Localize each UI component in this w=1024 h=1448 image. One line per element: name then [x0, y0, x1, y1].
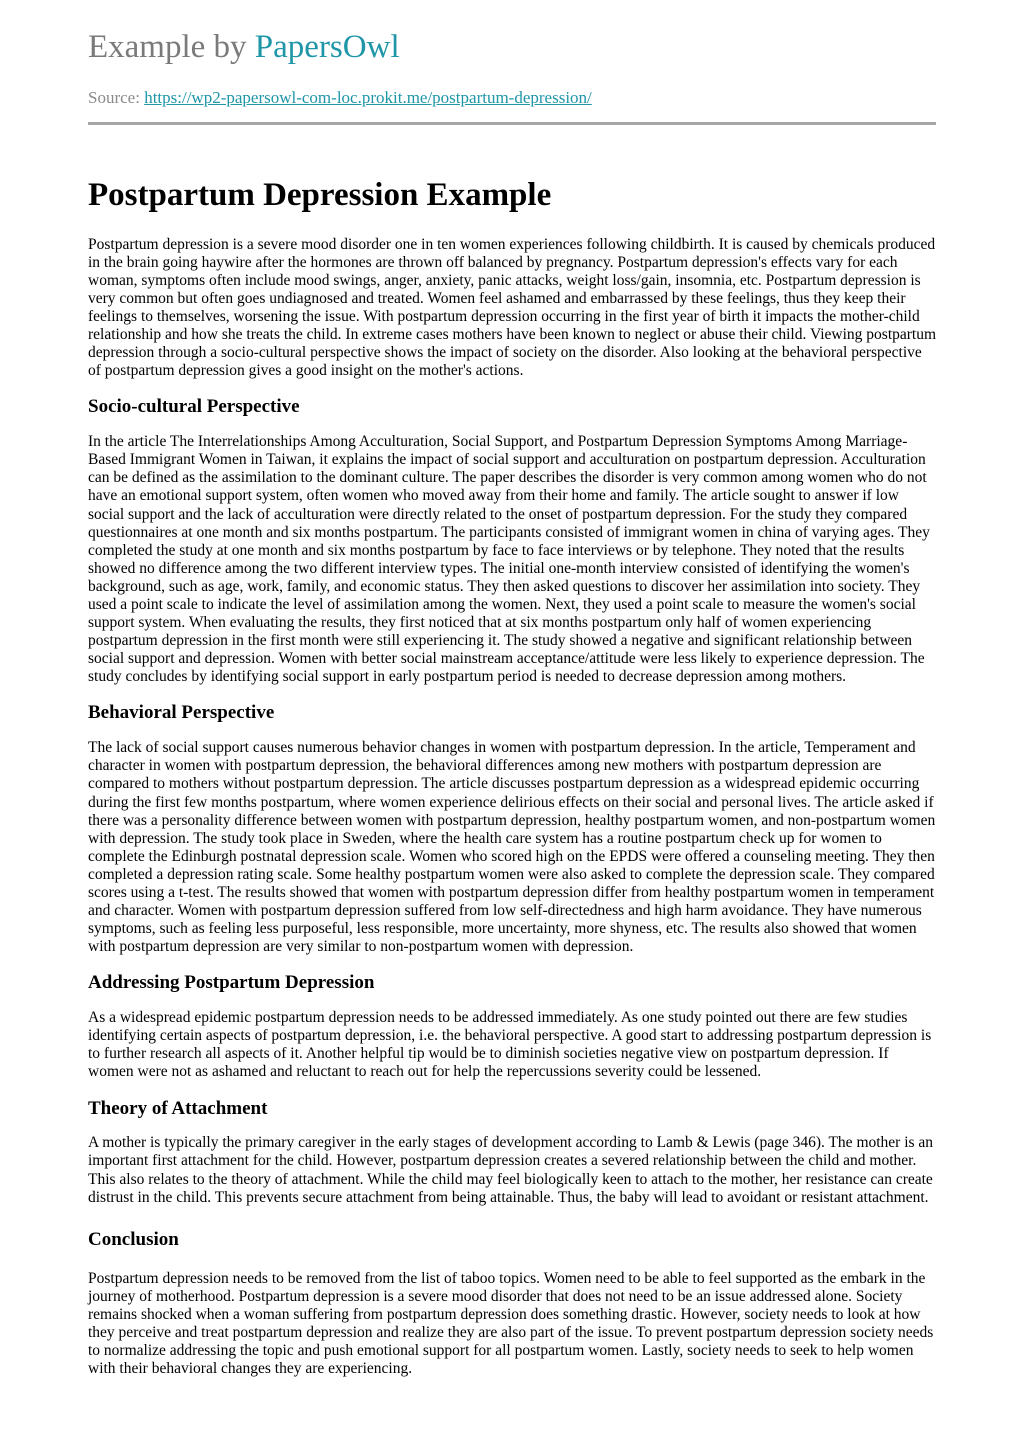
header-divider	[88, 122, 936, 125]
brand-header	[88, 28, 400, 68]
source-line	[88, 88, 592, 108]
section-heading-socio-cultural: Socio-cultural Perspective	[88, 396, 300, 418]
section-heading-addressing: Addressing Postpartum Depression	[88, 972, 375, 994]
section-body-behavioral: The lack of social support causes numerous behavior changes in women with postpartum depression. In the article, Temperament and character in women with postpartum depression, the behavioral differences among new mothers with postpartum depression are compared to mothers without postpartum depression. The article discusses postpartum depression as a widespread epidemic occurring during the first few months postpartum, where women experience delirious effects on their social and personal lives. The article asked if there was a personality difference between women with postpartum depression, healthy postpartum women, and non-postpartum women with depression. The study took place in Sweden, where the health care system has a routine postpartum check up for women to complete the Edinburgh postnatal depression scale. Women who scored high on the EPDS were offered a counseling meeting. They then completed a depression rating scale. Some healthy postpartum women were also asked to complete the depression scale. They compared scores using a t-test. The results showed that women with postpartum depression differ from healthy postpartum women in temperament and character. Women with postpartum depression suffered from low self-directedness and high harm avoidance. They have numerous symptoms, such as feeling less purposeful, less responsible, more uncertainty, more shyness, etc. The results also showed that women with postpartum depression are very similar to non-postpartum women with depression.	[88, 739, 936, 956]
article-body	[88, 176, 938, 1378]
section-heading-attachment: Theory of Attachment	[88, 1097, 268, 1119]
source-label: Source:	[88, 88, 140, 107]
section-body-addressing: As a widespread epidemic postpartum depression needs to be addressed immediately. As one study pointed out there are few studies identifying certain aspects of postpartum depression, i.e. the behavioral perspective. A good start to addressing postpartum depression is to further research all aspects of it. Another helpful tip would be to diminish societies negative view on postpartum depression. If women were not as ashamed and reluctant to reach out for help the repercussions severity could be lessened.	[88, 1009, 932, 1081]
source-link[interactable]: https://wp2-papersowl-com-loc.prokit.me/postpartum-depression/	[144, 88, 592, 107]
article-title: Postpartum Depression Example	[88, 177, 552, 213]
section-body-attachment: A mother is typically the primary caregiver in the early stages of development according to Lamb & Lewis (page 346). The mother is an important first attachment for the child. However, postpartum depression creates a severed relationship between the child and mother. This also relates to the theory of attachment. While the child may feel biologically keen to attach to the mother, her resistance can create distrust in the child. This prevents secure attachment from being attainable. Thus, the baby will lead to avoidant or resistant attachment.	[88, 1134, 934, 1206]
brand-prefix: Example by	[88, 29, 247, 65]
section-body-conclusion: Postpartum depression needs to be removed from the list of taboo topics. Women need to be able to feel supported as the embark in the journey of motherhood. Postpartum depression is a severe mood disorder that does not need to be an issue addressed alone. Society remains shocked when a woman suffering from postpartum depression does something drastic. However, society needs to look at how they perceive and treat postpartum depression and realize they are also part of the issue. To prevent postpartum depression society needs to normalize addressing the topic and push emotional support for all postpartum women. Lastly, society needs to seek to help women with their behavioral changes they are experiencing.	[88, 1269, 934, 1377]
intro-paragraph: Postpartum depression is a severe mood disorder one in ten women experiences following childbirth. It is caused by chemicals produced in the brain going haywire after the hormones are thrown off balanced by pregnancy. Postpartum depression's effects vary for each woman, symptoms often include mood swings, anger, anxiety, panic attacks, weight loss/gain, insomnia, etc. Postpartum depression is very common but often goes undiagnosed and treated. Women feel ashamed and embarrassed by these feelings, thus they keep their feelings to themselves, worsening the issue. With postpartum depression occurring in the first year of birth it impacts the mother-child relationship and how she treats the child. In extreme cases mothers have been known to neglect or abuse their child. Viewing postpartum depression through a socio-cultural perspective shows the impact of society on the disorder. Also looking at the behavioral perspective of postpartum depression gives a good insight on the mother's actions.	[88, 235, 937, 380]
section-heading-behavioral: Behavioral Perspective	[88, 702, 275, 724]
brand-name: PapersOwl	[254, 29, 400, 65]
section-body-socio-cultural: In the article The Interrelationships Among Acculturation, Social Support, and Postpartum Depression Symptoms Among Marriage-Based Immigrant Women in Taiwan, it explains the impact of social support and acculturation on postpartum depression. Acculturation can be defined as the assimilation to the dominant culture. The paper describes the disorder is very common among women who do not have an emotional support system, often women who moved away from their home and family. The article sought to answer if low social support and the lack of acculturation were directly related to the onset of postpartum depression. For the study they compared questionnaires at one month and six months postpartum. The participants consisted of immigrant women in china of varying ages. They completed the study at one month and six months postpartum by face to face interviews or by telephone. They noted that the results showed no difference among the two different interview types. The initial one-month interview consisted of identifying the women's background, such as age, work, family, and economic status. They then asked questions to discover her assimilation into society. They used a point scale to indicate the level of assimilation among the women. Next, they used a point scale to measure the women's social support system. When evaluating the results, they first noticed that at six months postpartum only half of women experiencing postpartum depression in the first month were still experiencing it. The study showed a negative and significant relationship between social support and depression. Women with better social mainstream acceptance/attitude were less likely to experience depression. The study concludes by identifying social support in early postpartum period is needed to decrease depression among mothers.	[88, 433, 930, 686]
section-heading-conclusion: Conclusion	[88, 1228, 179, 1250]
